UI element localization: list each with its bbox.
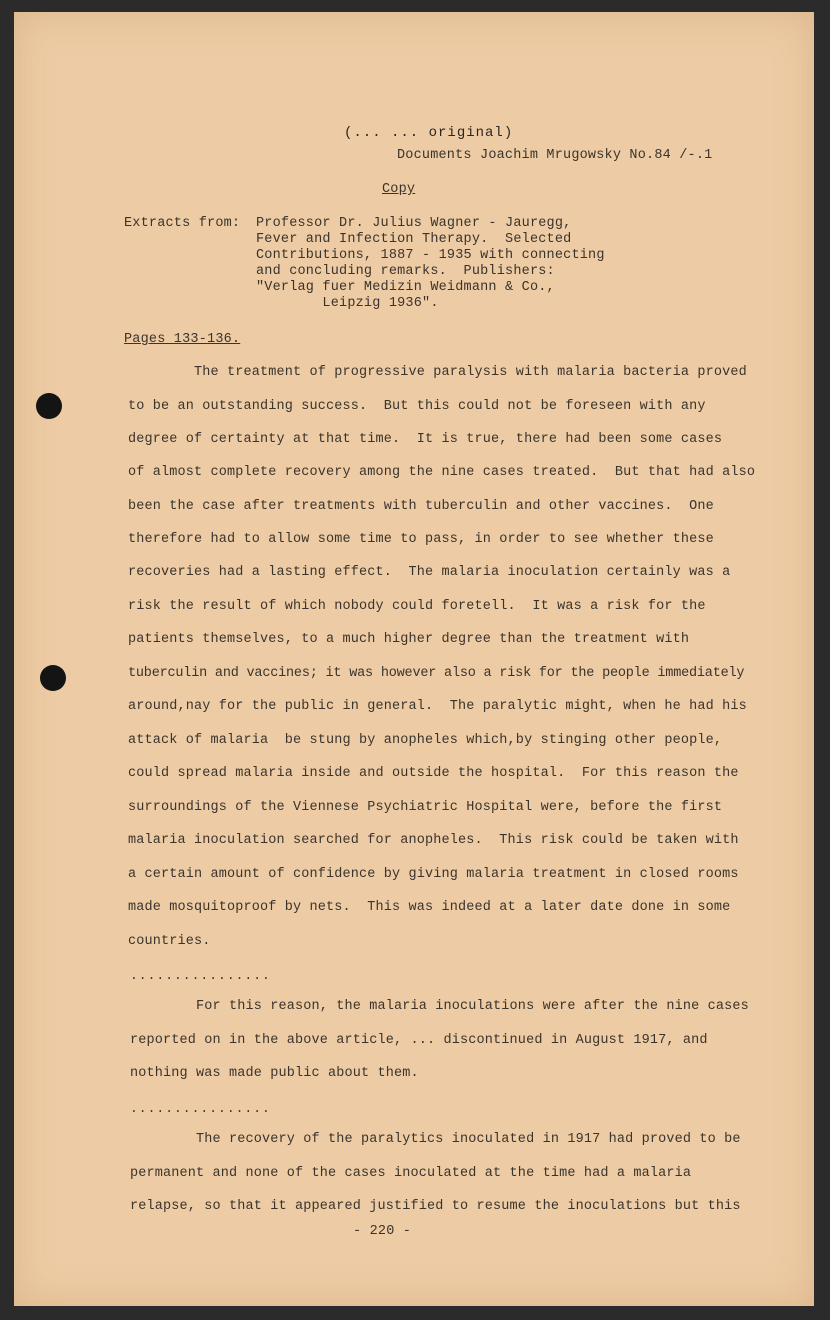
text-line: therefore had to allow some time to pass, in order to see whether these xyxy=(128,532,714,547)
extract-line: Fever and Infection Therapy. Selected xyxy=(256,232,572,247)
handwritten-note: (... ... original) xyxy=(344,125,514,141)
punch-hole-top xyxy=(36,393,62,419)
punch-hole-bottom xyxy=(40,665,66,691)
document-reference: Documents Joachim Mrugowsky No.84 /-.1 xyxy=(397,148,713,163)
text-line: surroundings of the Viennese Psychiatric Hospital were, before the first xyxy=(128,800,723,815)
text-line: a certain amount of confidence by giving malaria treatment in closed rooms xyxy=(128,867,739,882)
extract-line: and concluding remarks. Publishers: xyxy=(256,264,555,279)
text-line: risk the result of which nobody could foretell. It was a risk for the xyxy=(128,599,706,614)
extract-label: Extracts from: xyxy=(124,216,241,231)
text-line: tuberculin and vaccines; it was however also a risk for the people immediately xyxy=(128,666,745,681)
text-line: of almost complete recovery among the nine cases treated. But that had also xyxy=(128,465,756,480)
page-number: - 220 - xyxy=(353,1224,412,1239)
extract-line: Leipzig 1936". xyxy=(256,296,439,311)
text-line: degree of certainty at that time. It is true, there had been some cases xyxy=(128,432,723,447)
text-line: nothing was made public about them. xyxy=(130,1066,419,1081)
pages-label: Pages 133-136. xyxy=(124,332,241,347)
text-line: The treatment of progressive paralysis with malaria bacteria proved xyxy=(128,365,747,380)
text-line: recoveries had a lasting effect. The malaria inoculation certainly was a xyxy=(128,565,731,580)
omission-dots: ................ xyxy=(130,968,271,983)
text-line: been the case after treatments with tuberculin and other vaccines. One xyxy=(128,499,714,514)
text-line: patients themselves, to a much higher degree than the treatment with xyxy=(128,632,690,647)
text-line: made mosquitoproof by nets. This was indeed at a later date done in some xyxy=(128,900,731,915)
text-line: relapse, so that it appeared justified to resume the inoculations but this xyxy=(130,1199,741,1214)
text-line: The recovery of the paralytics inoculated in 1917 had proved to be xyxy=(130,1132,741,1147)
text-line: countries. xyxy=(128,934,211,949)
extract-line: "Verlag fuer Medizin Weidmann & Co., xyxy=(256,280,555,295)
text-line: permanent and none of the cases inoculated at the time had a malaria xyxy=(130,1166,692,1181)
extract-line: Contributions, 1887 - 1935 with connecting xyxy=(256,248,605,263)
text-line: attack of malaria be stung by anopheles which,by stinging other people, xyxy=(128,733,723,748)
extract-line: Professor Dr. Julius Wagner - Jauregg, xyxy=(256,216,572,231)
text-line: could spread malaria inside and outside the hospital. For this reason the xyxy=(128,766,739,781)
text-line: malaria inoculation searched for anopheles. This risk could be taken with xyxy=(128,833,739,848)
omission-dots: ................ xyxy=(130,1101,271,1116)
text-line: to be an outstanding success. But this could not be foreseen with any xyxy=(128,399,706,414)
text-line: For this reason, the malaria inoculations were after the nine cases xyxy=(130,999,749,1014)
text-line: around,nay for the public in general. The paralytic might, when he had his xyxy=(128,699,747,714)
document-page xyxy=(14,12,814,1306)
text-line: reported on in the above article, ... discontinued in August 1917, and xyxy=(130,1033,708,1048)
copy-label: Copy xyxy=(382,182,416,197)
